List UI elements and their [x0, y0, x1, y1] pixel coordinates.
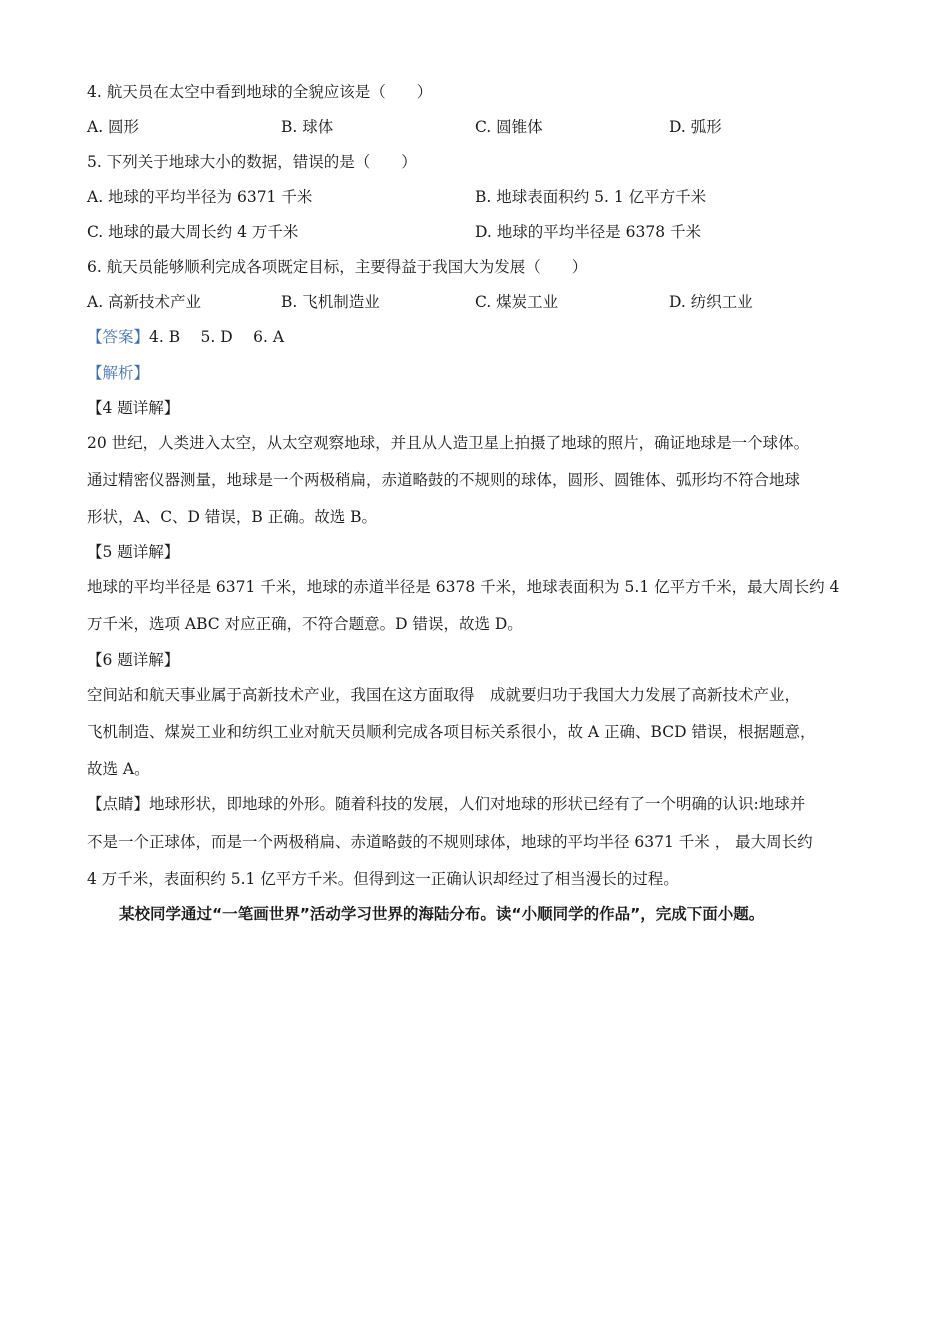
- detail-4-line: 形状，A、C、D 错误，B 正确。故选 B。: [87, 508, 378, 526]
- q5-option-c: C. 地球的最大周长约 4 万千米: [87, 223, 299, 241]
- analysis-label: 【解析】: [87, 364, 150, 382]
- detail-5-line: 万千米，选项 ABC 对应正确，不符合题意。D 错误，故选 D。: [87, 615, 523, 633]
- q5-option-b: B. 地球表面积约 5. 1 亿平方千米: [475, 188, 707, 206]
- detail-6-title: 【6 题详解】: [87, 651, 180, 669]
- tip-line: 【点睛】地球形状，即地球的外形。随着科技的发展，人们对地球的形状已经有了一个明确的认识:地球并: [87, 795, 806, 813]
- next-section-intro: 某校同学通过“一笔画世界”活动学习世界的海陆分布。读“小顺同学的作品”，完成下面小题。: [119, 905, 765, 923]
- detail-4-line: 20 世纪，人类进入太空，从太空观察地球，并且从人造卫星上拍摄了地球的照片，确证地球是一个球体。: [87, 434, 810, 452]
- q5-option-a: A. 地球的平均半径为 6371 千米: [87, 188, 313, 206]
- detail-5-line: 地球的平均半径是 6371 千米，地球的赤道半径是 6378 千米，地球表面积为 5.1 亿平方千米，最大周长约 4: [87, 578, 840, 596]
- question-5-stem: 5. 下列关于地球大小的数据，错误的是（ ）: [87, 153, 417, 171]
- detail-5-title: 【5 题详解】: [87, 543, 180, 561]
- detail-6-line: 空间站和航天事业属于高新技术产业，我国在这方面取得 成就要归功于我国大力发展了高新技术产业，: [87, 686, 801, 704]
- q4-option-c: C. 圆锥体: [475, 118, 543, 136]
- detail-4-title: 【4 题详解】: [87, 399, 180, 417]
- q6-option-b: B. 飞机制造业: [281, 293, 380, 311]
- q4-option-b: B. 球体: [281, 118, 334, 136]
- tip-line: 4 万千米，表面积约 5.1 亿平方千米。但得到这一正确认识却经过了相当漫长的过程。: [87, 870, 679, 888]
- q4-option-a: A. 圆形: [87, 118, 140, 136]
- answer-line: [87, 327, 284, 347]
- q6-option-d: D. 纺织工业: [669, 293, 753, 311]
- q4-option-d: D. 弧形: [669, 118, 722, 136]
- question-6-stem: 6. 航天员能够顺利完成各项既定目标，主要得益于我国大为发展（ ）: [87, 258, 588, 276]
- q6-option-c: C. 煤炭工业: [475, 293, 559, 311]
- q6-option-a: A. 高新技术产业: [87, 293, 202, 311]
- detail-4-line: 通过精密仪器测量，地球是一个两极稍扁，赤道略鼓的不规则的球体，圆形、圆锥体、弧形均不符合地球: [87, 471, 801, 489]
- tip-line: 不是一个正球体，而是一个两极稍扁、赤道略鼓的不规则球体，地球的平均半径 6371 千米 ， 最大周长约: [87, 833, 813, 851]
- answer-label: 【答案】: [87, 328, 150, 346]
- detail-6-line: 飞机制造、煤炭工业和纺织工业对航天员顺利完成各项目标关系很小，故 A 正确、BCD 错误，根据题意，: [87, 723, 816, 741]
- detail-6-line: 故选 A。: [87, 760, 150, 778]
- question-4-stem: 4. 航天员在太空中看到地球的全貌应该是（ ）: [87, 83, 433, 101]
- answer-text: 4. B 5. D 6. A: [149, 328, 285, 346]
- q5-option-d: D. 地球的平均半径是 6378 千米: [475, 223, 702, 241]
